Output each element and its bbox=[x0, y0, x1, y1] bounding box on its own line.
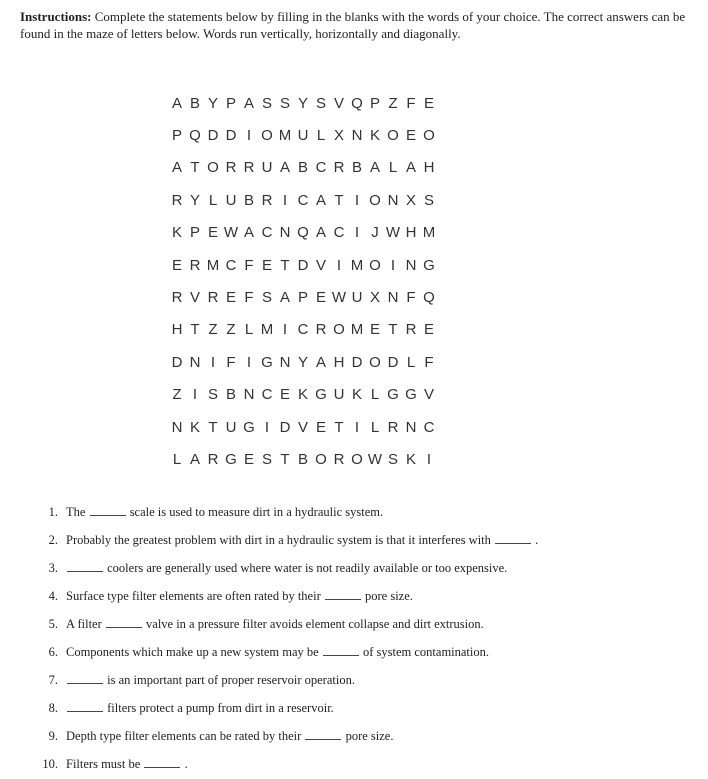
grid-letter: G bbox=[423, 256, 435, 274]
answer-blank[interactable] bbox=[305, 729, 341, 740]
grid-letter: E bbox=[315, 418, 326, 436]
grid-letter: S bbox=[261, 450, 272, 468]
grid-letter: Y bbox=[297, 353, 308, 371]
grid-letter: E bbox=[369, 321, 380, 339]
grid-letter: H bbox=[405, 224, 417, 242]
grid-letter: U bbox=[333, 386, 345, 404]
grid-letter: I bbox=[336, 256, 342, 274]
grid-row bbox=[168, 87, 438, 119]
grid-letter: D bbox=[351, 353, 363, 371]
grid-letter: I bbox=[282, 191, 288, 209]
grid-letter: L bbox=[388, 159, 398, 177]
word-search-grid bbox=[168, 87, 438, 476]
grid-letter: S bbox=[279, 94, 290, 112]
grid-letter: E bbox=[279, 386, 290, 404]
grid-letter: O bbox=[351, 450, 363, 468]
grid-letter: P bbox=[225, 94, 236, 112]
grid-letter: Y bbox=[207, 94, 218, 112]
grid-letter: T bbox=[280, 256, 290, 274]
grid-letter: E bbox=[225, 289, 236, 307]
grid-letter: B bbox=[243, 191, 254, 209]
grid-letter: S bbox=[207, 386, 218, 404]
grid-row bbox=[168, 411, 438, 443]
grid-letter: E bbox=[171, 256, 182, 274]
question-item bbox=[40, 667, 680, 695]
question-text-after: pore size. bbox=[365, 588, 413, 603]
grid-letter: X bbox=[333, 127, 344, 145]
grid-letter: Q bbox=[423, 289, 435, 307]
grid-letter: O bbox=[315, 450, 327, 468]
grid-letter: H bbox=[171, 321, 183, 339]
question-text-before: Depth type filter elements can be rated by their bbox=[66, 729, 302, 744]
grid-letter: C bbox=[333, 224, 345, 242]
question-text-after: scale is used to measure dirt in a hydraulic system. bbox=[129, 504, 384, 519]
grid-letter: G bbox=[315, 386, 327, 404]
grid-letter: O bbox=[333, 321, 345, 339]
grid-letter: I bbox=[426, 450, 432, 468]
grid-row bbox=[168, 217, 438, 249]
question-text-before: Filters must be bbox=[66, 757, 141, 772]
question-text-before: The bbox=[66, 504, 86, 519]
grid-letter: L bbox=[244, 321, 254, 339]
grid-letter: I bbox=[354, 224, 360, 242]
grid-letter: N bbox=[243, 386, 255, 404]
answer-blank[interactable] bbox=[90, 505, 126, 516]
grid-letter: O bbox=[387, 127, 399, 145]
question-number: 7. bbox=[48, 673, 58, 688]
grid-letter: F bbox=[406, 289, 416, 307]
grid-letter: W bbox=[367, 450, 383, 468]
grid-letter: P bbox=[369, 94, 380, 112]
grid-letter: I bbox=[354, 191, 360, 209]
grid-letter: A bbox=[315, 353, 326, 371]
grid-letter: S bbox=[423, 191, 434, 209]
grid-letter: T bbox=[334, 418, 344, 436]
question-list bbox=[40, 498, 680, 779]
grid-letter: R bbox=[387, 418, 399, 436]
grid-row bbox=[168, 281, 438, 313]
question-item bbox=[40, 582, 680, 610]
grid-letter: F bbox=[406, 94, 416, 112]
grid-letter: U bbox=[297, 127, 309, 145]
question-number: 2. bbox=[48, 532, 58, 547]
question-text bbox=[66, 561, 507, 576]
grid-letter: K bbox=[297, 386, 308, 404]
grid-letter: E bbox=[423, 321, 434, 339]
grid-letter: R bbox=[261, 191, 273, 209]
grid-row bbox=[168, 379, 438, 411]
grid-letter: L bbox=[370, 386, 380, 404]
grid-letter: B bbox=[351, 159, 362, 177]
grid-letter: P bbox=[297, 289, 308, 307]
grid-letter: F bbox=[226, 353, 236, 371]
grid-letter: E bbox=[315, 289, 326, 307]
grid-letter: C bbox=[315, 159, 327, 177]
grid-letter: E bbox=[405, 127, 416, 145]
grid-letter: T bbox=[208, 418, 218, 436]
grid-letter: A bbox=[369, 159, 380, 177]
answer-blank[interactable] bbox=[144, 757, 180, 768]
grid-letter: C bbox=[225, 256, 237, 274]
grid-letter: M bbox=[350, 256, 364, 274]
grid-letter: W bbox=[223, 224, 239, 242]
grid-letter: Z bbox=[172, 386, 182, 404]
grid-letter: V bbox=[315, 256, 326, 274]
grid-letter: F bbox=[244, 256, 254, 274]
grid-row bbox=[168, 249, 438, 281]
grid-letter: R bbox=[171, 191, 183, 209]
grid-letter: B bbox=[225, 386, 236, 404]
question-text bbox=[66, 617, 484, 632]
answer-blank[interactable] bbox=[323, 645, 359, 656]
grid-letter: K bbox=[369, 127, 380, 145]
grid-letter: N bbox=[279, 224, 291, 242]
question-text-before: Probably the greatest problem with dirt in a hydraulic system is that it interferes with bbox=[66, 532, 491, 547]
grid-letter: A bbox=[171, 94, 182, 112]
grid-letter: S bbox=[315, 94, 326, 112]
grid-letter: D bbox=[387, 353, 399, 371]
grid-letter: U bbox=[351, 289, 363, 307]
grid-letter: U bbox=[225, 191, 237, 209]
grid-letter: R bbox=[171, 289, 183, 307]
grid-letter: A bbox=[315, 224, 326, 242]
grid-letter: L bbox=[208, 191, 218, 209]
grid-letter: D bbox=[297, 256, 309, 274]
grid-letter: S bbox=[261, 94, 272, 112]
grid-letter: M bbox=[260, 321, 274, 339]
grid-letter: K bbox=[405, 450, 416, 468]
instructions bbox=[20, 8, 688, 42]
question-item bbox=[40, 526, 680, 554]
answer-blank[interactable] bbox=[67, 701, 103, 712]
grid-letter: K bbox=[171, 224, 182, 242]
grid-letter: I bbox=[210, 353, 216, 371]
grid-letter: Y bbox=[297, 94, 308, 112]
question-text-before: A filter bbox=[66, 616, 102, 631]
grid-letter: R bbox=[207, 450, 219, 468]
grid-letter: M bbox=[422, 224, 436, 242]
answer-blank[interactable] bbox=[67, 561, 103, 572]
grid-row bbox=[168, 443, 438, 475]
grid-letter: L bbox=[316, 127, 326, 145]
instructions-label: Instructions: bbox=[20, 9, 92, 24]
grid-letter: T bbox=[388, 321, 398, 339]
grid-letter: A bbox=[279, 159, 290, 177]
question-number: 10. bbox=[42, 757, 58, 772]
grid-letter: J bbox=[371, 224, 379, 242]
grid-letter: G bbox=[225, 450, 237, 468]
grid-letter: R bbox=[315, 321, 327, 339]
grid-letter: D bbox=[207, 127, 219, 145]
grid-letter: A bbox=[315, 191, 326, 209]
question-item bbox=[40, 751, 680, 779]
grid-letter: W bbox=[331, 289, 347, 307]
grid-letter: D bbox=[171, 353, 183, 371]
grid-letter: R bbox=[333, 450, 345, 468]
question-text bbox=[66, 505, 383, 520]
grid-letter: A bbox=[189, 450, 200, 468]
question-text bbox=[66, 701, 334, 716]
question-number: 1. bbox=[48, 504, 58, 519]
grid-letter: F bbox=[424, 353, 434, 371]
question-number: 4. bbox=[48, 588, 58, 603]
grid-letter: P bbox=[171, 127, 182, 145]
grid-letter: O bbox=[369, 353, 381, 371]
grid-letter: C bbox=[297, 191, 309, 209]
grid-letter: T bbox=[280, 450, 290, 468]
grid-letter: B bbox=[297, 159, 308, 177]
grid-letter: I bbox=[192, 386, 198, 404]
grid-letter: N bbox=[171, 418, 183, 436]
question-item bbox=[40, 723, 680, 751]
grid-letter: N bbox=[387, 191, 399, 209]
question-item bbox=[40, 498, 680, 526]
grid-letter: L bbox=[406, 353, 416, 371]
grid-letter: V bbox=[297, 418, 308, 436]
grid-letter: A bbox=[243, 94, 254, 112]
grid-letter: K bbox=[189, 418, 200, 436]
grid-letter: M bbox=[350, 321, 364, 339]
grid-letter: Z bbox=[226, 321, 236, 339]
question-number: 5. bbox=[48, 616, 58, 631]
question-text-before: Components which make up a new system may be bbox=[66, 645, 319, 660]
grid-letter: D bbox=[279, 418, 291, 436]
grid-letter: V bbox=[333, 94, 344, 112]
question-number: 8. bbox=[48, 701, 58, 716]
grid-letter: B bbox=[297, 450, 308, 468]
question-text-after: pore size. bbox=[345, 729, 394, 744]
grid-letter: V bbox=[189, 289, 200, 307]
question-number: 9. bbox=[48, 729, 58, 744]
question-number: 3. bbox=[48, 560, 58, 575]
grid-row bbox=[168, 152, 438, 184]
grid-letter: N bbox=[351, 127, 363, 145]
grid-letter: G bbox=[243, 418, 255, 436]
grid-letter: Z bbox=[208, 321, 218, 339]
grid-letter: N bbox=[189, 353, 201, 371]
grid-letter: E bbox=[207, 224, 218, 242]
grid-letter: E bbox=[423, 94, 434, 112]
grid-letter: A bbox=[279, 289, 290, 307]
grid-row bbox=[168, 346, 438, 378]
grid-letter: X bbox=[369, 289, 380, 307]
grid-letter: R bbox=[225, 159, 237, 177]
grid-letter: S bbox=[261, 289, 272, 307]
question-text-before: Surface type filter elements are often rated by their bbox=[66, 588, 321, 603]
grid-letter: I bbox=[390, 256, 396, 274]
question-text-after: . bbox=[535, 532, 539, 547]
question-text bbox=[66, 533, 538, 548]
question-text bbox=[66, 645, 489, 660]
grid-letter: R bbox=[189, 256, 201, 274]
grid-letter: O bbox=[369, 191, 381, 209]
grid-letter: O bbox=[261, 127, 273, 145]
question-text bbox=[66, 589, 413, 604]
instructions-text: Complete the statements below by filling in the blanks with the words of your choice. The correct answers can be found in the maze of letters below. Words run vertically, horizontally and diagonally. bbox=[20, 9, 686, 41]
question-text-after: . bbox=[184, 757, 188, 772]
grid-letter: E bbox=[261, 256, 272, 274]
grid-letter: A bbox=[243, 224, 254, 242]
grid-letter: C bbox=[423, 418, 435, 436]
grid-letter: R bbox=[333, 159, 345, 177]
grid-letter: M bbox=[206, 256, 220, 274]
question-text-after: coolers are generally used where water is not readily available or too expensive. bbox=[107, 560, 508, 575]
grid-row bbox=[168, 314, 438, 346]
grid-letter: Q bbox=[189, 127, 201, 145]
grid-letter: N bbox=[279, 353, 291, 371]
answer-blank[interactable] bbox=[67, 673, 103, 684]
grid-letter: H bbox=[423, 159, 435, 177]
grid-letter: T bbox=[334, 191, 344, 209]
grid-letter: N bbox=[405, 256, 417, 274]
question-text-after: valve in a pressure filter avoids element collapse and dirt extrusion. bbox=[146, 616, 484, 631]
grid-letter: O bbox=[369, 256, 381, 274]
grid-letter: X bbox=[405, 191, 416, 209]
grid-letter: L bbox=[172, 450, 182, 468]
grid-letter: T bbox=[190, 321, 200, 339]
grid-letter: N bbox=[405, 418, 417, 436]
grid-letter: A bbox=[405, 159, 416, 177]
question-text-after: filters protect a pump from dirt in a reservoir. bbox=[107, 701, 334, 716]
grid-letter: D bbox=[225, 127, 237, 145]
question-item bbox=[40, 695, 680, 723]
grid-letter: I bbox=[246, 353, 252, 371]
grid-letter: C bbox=[297, 321, 309, 339]
grid-letter: C bbox=[261, 224, 273, 242]
grid-letter: W bbox=[385, 224, 401, 242]
grid-row bbox=[168, 119, 438, 151]
grid-letter: V bbox=[423, 386, 434, 404]
grid-letter: T bbox=[190, 159, 200, 177]
grid-letter: Q bbox=[351, 94, 363, 112]
question-item bbox=[40, 638, 680, 666]
grid-letter: F bbox=[244, 289, 254, 307]
grid-letter: H bbox=[333, 353, 345, 371]
grid-letter: R bbox=[405, 321, 417, 339]
grid-letter: C bbox=[261, 386, 273, 404]
question-text-after: of system contamination. bbox=[362, 645, 490, 660]
grid-letter: R bbox=[207, 289, 219, 307]
question-item bbox=[40, 610, 680, 638]
question-text-after: is an important part of proper reservoir operation. bbox=[107, 673, 355, 688]
grid-letter: A bbox=[171, 159, 182, 177]
grid-row bbox=[168, 184, 438, 216]
question-text bbox=[66, 757, 188, 772]
grid-letter: G bbox=[261, 353, 273, 371]
grid-letter: M bbox=[278, 127, 292, 145]
grid-letter: I bbox=[354, 418, 360, 436]
grid-letter: O bbox=[423, 127, 435, 145]
grid-letter: I bbox=[264, 418, 270, 436]
question-text bbox=[66, 673, 355, 688]
grid-letter: B bbox=[189, 94, 200, 112]
question-item bbox=[40, 554, 680, 582]
grid-letter: L bbox=[370, 418, 380, 436]
grid-letter: Q bbox=[297, 224, 309, 242]
grid-letter: Z bbox=[388, 94, 398, 112]
answer-blank[interactable] bbox=[495, 533, 531, 544]
answer-blank[interactable] bbox=[106, 617, 142, 628]
grid-letter: I bbox=[282, 321, 288, 339]
question-text bbox=[66, 729, 393, 744]
grid-letter: E bbox=[243, 450, 254, 468]
grid-letter: O bbox=[207, 159, 219, 177]
grid-letter: G bbox=[387, 386, 399, 404]
answer-blank[interactable] bbox=[325, 589, 361, 600]
grid-letter: N bbox=[387, 289, 399, 307]
grid-letter: I bbox=[246, 127, 252, 145]
grid-letter: S bbox=[387, 450, 398, 468]
grid-letter: P bbox=[189, 224, 200, 242]
grid-letter: R bbox=[243, 159, 255, 177]
grid-letter: K bbox=[351, 386, 362, 404]
grid-letter: U bbox=[261, 159, 273, 177]
grid-letter: U bbox=[225, 418, 237, 436]
grid-letter: Y bbox=[189, 191, 200, 209]
grid-letter: G bbox=[405, 386, 417, 404]
question-number: 6. bbox=[48, 645, 58, 660]
